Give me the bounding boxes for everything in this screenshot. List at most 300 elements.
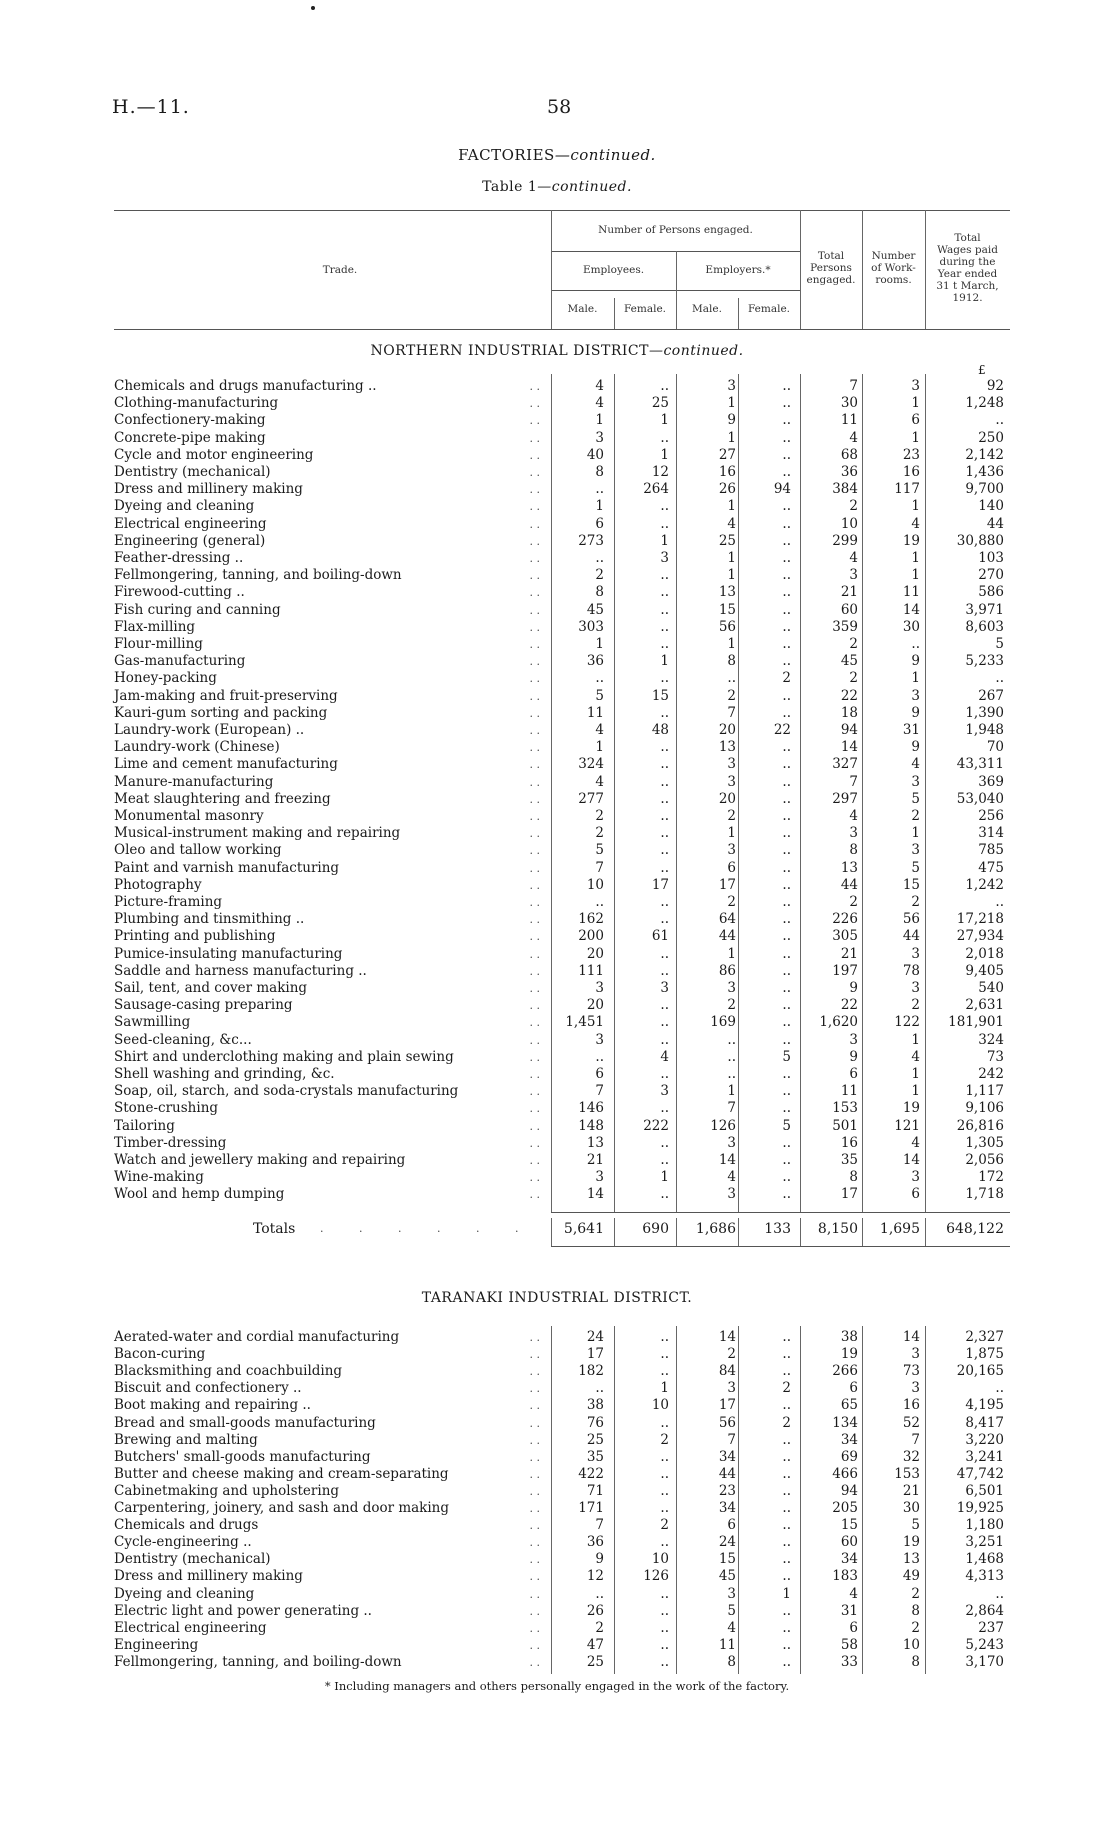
- cell-emp-male: 40: [586, 446, 604, 463]
- cell-workrooms: 4: [911, 515, 920, 532]
- cell-emp-male: 200: [578, 928, 604, 945]
- cell-emp-female: ..: [660, 842, 669, 859]
- footnote: * Including managers and others personally engaged in the work of the factory.: [324, 1679, 790, 1693]
- table-row: [0, 1620, 1114, 1637]
- totals-workrooms: 1,695: [879, 1221, 920, 1237]
- cell-total-persons: 15: [840, 1517, 858, 1534]
- cell-workrooms: 5: [911, 790, 920, 807]
- cell-workrooms: 4: [911, 1048, 920, 1065]
- cell-er-female: ..: [782, 928, 791, 945]
- table-title: [0, 179, 1114, 195]
- cell-emp-male: 36: [586, 653, 604, 670]
- table-row: [0, 1014, 1114, 1031]
- cell-emp-male: 24: [586, 1329, 604, 1345]
- cell-emp-female: 3: [660, 980, 669, 996]
- cell-total-persons: 153: [832, 1100, 858, 1117]
- dot-leader: . .: [529, 1085, 540, 1099]
- dot-leader: . .: [529, 672, 540, 686]
- cell-emp-male: 13: [586, 1134, 604, 1151]
- table-row: [0, 1568, 1114, 1585]
- cell-total-persons: 359: [832, 618, 858, 635]
- dot-leader: . .: [529, 586, 540, 600]
- cell-workrooms: 1: [911, 550, 920, 566]
- cell-emp-female: 61: [651, 928, 669, 945]
- col-wages-line: Total: [954, 232, 981, 244]
- trade-name: Jam-making and fruit-preserving: [114, 687, 338, 704]
- dot-leader: . .: [529, 930, 540, 944]
- cell-workrooms: 32: [902, 1448, 920, 1465]
- col-total-persons: [800, 250, 862, 286]
- cell-wages: 5,233: [965, 653, 1004, 670]
- cell-er-male: 9: [727, 412, 736, 429]
- col-workrooms: [862, 250, 925, 286]
- cell-workrooms: 2: [911, 808, 920, 824]
- cell-er-female: ..: [782, 962, 791, 979]
- cell-emp-male: 2: [595, 1619, 604, 1636]
- cell-emp-female: ..: [660, 618, 669, 635]
- cell-er-male: 1: [727, 945, 736, 962]
- cell-wages: 1,948: [965, 722, 1004, 738]
- cell-er-female: ..: [782, 1653, 791, 1670]
- cell-emp-female: ..: [660, 1534, 669, 1551]
- trade-name: Wine-making: [114, 1169, 204, 1186]
- cell-workrooms: 14: [902, 601, 920, 618]
- cell-total-persons: 297: [832, 790, 858, 807]
- cell-wages: 19,925: [956, 1500, 1004, 1516]
- cell-total-persons: 266: [832, 1363, 858, 1380]
- dot-leader: . .: [529, 1450, 540, 1464]
- cell-er-female: ..: [782, 584, 791, 601]
- trade-name: Blacksmithing and coachbuilding: [114, 1363, 343, 1380]
- table-row: [0, 825, 1114, 842]
- cell-total-persons: 33: [840, 1653, 858, 1670]
- table-row: [0, 395, 1114, 412]
- cell-emp-male: 3: [595, 429, 604, 446]
- cell-er-male: 126: [710, 1117, 736, 1134]
- cell-workrooms: 21: [902, 1482, 920, 1499]
- table-row: [0, 774, 1114, 791]
- cell-emp-male: 71: [586, 1482, 604, 1499]
- cell-workrooms: 1: [911, 1083, 920, 1100]
- dot-leader: . .: [529, 1416, 540, 1430]
- cell-wages: 140: [978, 498, 1004, 515]
- cell-emp-male: 5: [595, 687, 604, 704]
- cell-er-female: ..: [782, 825, 791, 842]
- cell-emp-female: 3: [660, 1083, 669, 1100]
- table-row: [0, 533, 1114, 550]
- cell-emp-female: 15: [651, 687, 669, 704]
- cell-emp-female: ..: [660, 704, 669, 721]
- cell-total-persons: 18: [840, 704, 858, 721]
- cell-er-male: 17: [718, 876, 736, 893]
- trade-name: Gas-manufacturing: [114, 653, 246, 670]
- cell-wages: 20,165: [956, 1363, 1004, 1380]
- trade-name: Soap, oil, starch, and soda-crystals manufacturing: [114, 1083, 459, 1100]
- cell-emp-male: 36: [586, 1534, 604, 1551]
- cell-workrooms: 2: [911, 1619, 920, 1636]
- cell-total-persons: 197: [832, 962, 858, 979]
- cell-emp-female: ..: [660, 515, 669, 532]
- cell-workrooms: 4: [911, 756, 920, 773]
- trade-name: Dress and millinery making: [114, 1568, 303, 1585]
- cell-emp-male: 7: [595, 1517, 604, 1534]
- cell-total-persons: 45: [840, 653, 858, 670]
- trade-name: Pumice-insulating manufacturing: [114, 945, 343, 962]
- column-rule: [925, 374, 926, 1212]
- table-row: [0, 980, 1114, 997]
- table-row: [0, 1032, 1114, 1049]
- cell-wages: 1,875: [965, 1346, 1004, 1363]
- dot-leader: . .: [529, 999, 540, 1013]
- table-row: [0, 739, 1114, 756]
- cell-er-male: 3: [727, 378, 736, 394]
- cell-total-persons: 17: [840, 1186, 858, 1203]
- cell-er-female: ..: [782, 1169, 791, 1186]
- cell-emp-female: ..: [660, 1636, 669, 1653]
- cell-er-female: ..: [782, 1568, 791, 1585]
- trade-name: Meat slaughtering and freezing: [114, 790, 331, 807]
- cell-emp-female: ..: [660, 1500, 669, 1516]
- cell-total-persons: 10: [840, 515, 858, 532]
- cell-er-male: 84: [718, 1363, 736, 1380]
- cell-er-female: ..: [782, 1014, 791, 1031]
- cell-er-female: 22: [773, 722, 791, 738]
- cell-er-female: ..: [782, 567, 791, 584]
- cell-wages: 1,248: [965, 395, 1004, 412]
- trade-name: Flour-milling: [114, 636, 203, 652]
- cell-workrooms: 4: [911, 1134, 920, 1151]
- dot-leader: . .: [529, 1587, 540, 1601]
- table-row: [0, 1083, 1114, 1100]
- column-rule: [800, 374, 801, 1212]
- cell-wages: 1,468: [965, 1551, 1004, 1568]
- trade-name: Dyeing and cleaning: [114, 498, 255, 515]
- trade-name: Bacon-curing: [114, 1346, 206, 1363]
- table-row: [0, 1517, 1114, 1534]
- cell-er-male: 27: [718, 446, 736, 463]
- cell-er-male: 3: [727, 1585, 736, 1602]
- column-rule: [551, 1218, 552, 1246]
- trade-name: Boot making and repairing ..: [114, 1397, 311, 1414]
- cell-wages: 6,501: [965, 1482, 1004, 1499]
- cell-er-female: ..: [782, 980, 791, 996]
- cell-emp-female: ..: [660, 894, 669, 910]
- trade-name: Tailoring: [114, 1117, 175, 1134]
- cell-er-male: 3: [727, 980, 736, 996]
- cell-emp-male: 277: [578, 790, 604, 807]
- cell-emp-female: ..: [660, 1134, 669, 1151]
- cell-wages: 1,718: [965, 1186, 1004, 1203]
- dot-leader: . .: [529, 655, 540, 669]
- cell-emp-female: ..: [660, 825, 669, 842]
- dot-leader: . .: [529, 1467, 540, 1481]
- cell-emp-female: ..: [660, 773, 669, 790]
- dot-leader: . .: [529, 689, 540, 703]
- cell-er-male: 2: [727, 997, 736, 1014]
- cell-workrooms: 10: [902, 1636, 920, 1653]
- cell-wages: 44: [986, 515, 1004, 532]
- cell-workrooms: 31: [902, 722, 920, 738]
- table-row: [0, 1500, 1114, 1517]
- col-persons-engaged: Number of Persons engaged.: [598, 224, 753, 236]
- col-wages-line: 31 t March,: [936, 280, 999, 292]
- cell-total-persons: 1,620: [819, 1014, 858, 1031]
- cell-emp-female: ..: [660, 859, 669, 876]
- totals-row: [0, 1218, 1114, 1240]
- table-row: [0, 860, 1114, 877]
- cell-total-persons: 31: [840, 1602, 858, 1619]
- dot-leader: . .: [529, 1433, 540, 1447]
- cell-wages: 324: [978, 1031, 1004, 1048]
- col-employers-female: Female.: [747, 303, 791, 315]
- cell-er-female: ..: [782, 378, 791, 394]
- table-row: [0, 997, 1114, 1014]
- dot-leader: . .: [529, 1136, 540, 1150]
- title-cont: —continued.: [554, 146, 656, 164]
- cell-er-female: 2: [782, 670, 791, 687]
- cell-wages: 1,117: [965, 1083, 1004, 1100]
- cell-wages: 3,251: [965, 1534, 1004, 1551]
- cell-er-male: 15: [718, 601, 736, 618]
- cell-emp-male: 20: [586, 997, 604, 1014]
- table-row: [0, 946, 1114, 963]
- table-row: [0, 1100, 1114, 1117]
- table-row: [0, 1363, 1114, 1380]
- cell-emp-male: 3: [595, 1031, 604, 1048]
- dot-leader: . .: [529, 414, 540, 428]
- cell-total-persons: 21: [840, 945, 858, 962]
- dot-leader: . .: [529, 620, 540, 634]
- trade-name: Feather-dressing ..: [114, 550, 244, 566]
- trade-name: Electrical engineering: [114, 1619, 267, 1636]
- cell-er-female: ..: [782, 911, 791, 928]
- table-row: [0, 722, 1114, 739]
- cell-total-persons: 6: [849, 1619, 858, 1636]
- cell-emp-male: 5: [595, 842, 604, 859]
- cell-er-male: 1: [727, 498, 736, 515]
- page-number: 58: [547, 96, 572, 118]
- cell-emp-male: 76: [586, 1414, 604, 1431]
- cell-wages: ..: [995, 894, 1004, 910]
- cell-er-female: ..: [782, 1465, 791, 1482]
- cell-wages: 270: [978, 567, 1004, 584]
- cell-er-female: ..: [782, 515, 791, 532]
- dot-leader: . .: [529, 1570, 540, 1584]
- cell-er-male: 56: [718, 618, 736, 635]
- cell-total-persons: 94: [840, 722, 858, 738]
- col-wages-line: Wages paid: [937, 244, 998, 256]
- dot-leader: . .: [529, 1348, 540, 1362]
- header-top-rule: [114, 210, 1010, 211]
- cell-emp-female: ..: [660, 1186, 669, 1203]
- dot-leader: . .: [529, 1484, 540, 1498]
- cell-er-female: ..: [782, 859, 791, 876]
- cell-total-persons: 21: [840, 584, 858, 601]
- cell-workrooms: 6: [911, 412, 920, 429]
- cell-workrooms: 49: [902, 1568, 920, 1585]
- cell-er-female: ..: [782, 1517, 791, 1534]
- cell-workrooms: 1: [911, 1066, 920, 1082]
- column-rule: [862, 1218, 863, 1246]
- table-row: [0, 481, 1114, 498]
- cell-er-male: 15: [718, 1551, 736, 1568]
- column-rule: [614, 1218, 615, 1246]
- cell-workrooms: 3: [911, 1346, 920, 1363]
- totals-emp-female: 690: [642, 1221, 669, 1237]
- cell-wages: 8,417: [965, 1414, 1004, 1431]
- cell-emp-male: 146: [578, 1100, 604, 1117]
- cell-er-female: ..: [782, 842, 791, 859]
- cell-emp-male: 21: [586, 1152, 604, 1168]
- dot-leader: . .: [529, 1102, 540, 1116]
- table-row: [0, 877, 1114, 894]
- cell-emp-female: ..: [660, 1653, 669, 1670]
- cell-er-female: ..: [782, 1482, 791, 1499]
- cell-emp-female: ..: [660, 997, 669, 1014]
- cell-emp-female: 2: [660, 1431, 669, 1448]
- cell-workrooms: 11: [902, 584, 920, 601]
- table-row: [0, 653, 1114, 670]
- cell-er-female: ..: [782, 1431, 791, 1448]
- cell-wages: 475: [978, 859, 1004, 876]
- cell-total-persons: 466: [832, 1465, 858, 1482]
- page-title: [0, 146, 1114, 164]
- cell-er-male: 4: [727, 1619, 736, 1636]
- cell-emp-male: ..: [595, 1585, 604, 1602]
- dot-leader: . .: [529, 964, 540, 978]
- col-employers-male: Male.: [692, 303, 722, 315]
- cell-er-female: ..: [782, 1602, 791, 1619]
- table-row: [0, 430, 1114, 447]
- cell-wages: 1,390: [965, 704, 1004, 721]
- cell-er-male: ..: [727, 1031, 736, 1048]
- dot-leader: . .: [529, 1068, 540, 1081]
- totals-leader: . . . . . .: [320, 1222, 535, 1235]
- dot-leader: . .: [529, 1604, 540, 1618]
- trade-name: Picture-framing: [114, 894, 223, 910]
- table-row: [0, 1152, 1114, 1169]
- cell-emp-female: ..: [660, 1602, 669, 1619]
- cell-er-male: 3: [727, 1134, 736, 1151]
- cell-emp-female: 1: [660, 653, 669, 670]
- dot-leader: . .: [529, 1655, 540, 1669]
- column-rule: [676, 1218, 677, 1246]
- cell-emp-female: ..: [660, 1619, 669, 1636]
- cell-wages: 1,305: [965, 1134, 1004, 1151]
- cell-emp-male: 182: [578, 1363, 604, 1380]
- cell-er-female: ..: [782, 412, 791, 429]
- cell-emp-female: ..: [660, 962, 669, 979]
- dot-leader: . .: [529, 1016, 540, 1030]
- cell-er-male: 3: [727, 1186, 736, 1203]
- trade-name: Laundry-work (Chinese): [114, 739, 280, 756]
- cell-workrooms: 153: [894, 1465, 920, 1482]
- cell-emp-male: 2: [595, 567, 604, 584]
- cell-total-persons: 34: [840, 1551, 858, 1568]
- cell-emp-female: 3: [660, 550, 669, 566]
- cell-er-male: 45: [718, 1568, 736, 1585]
- cell-er-female: ..: [782, 1363, 791, 1380]
- cell-wages: ..: [995, 670, 1004, 687]
- cell-emp-female: ..: [660, 1448, 669, 1465]
- table-row: [0, 412, 1114, 429]
- table-row: [0, 911, 1114, 928]
- cell-er-male: 56: [718, 1414, 736, 1431]
- cell-total-persons: 34: [840, 1431, 858, 1448]
- cell-workrooms: 14: [902, 1152, 920, 1168]
- cell-wages: 26,816: [956, 1117, 1004, 1134]
- dot-leader: . .: [529, 741, 540, 755]
- cell-total-persons: 3: [849, 567, 858, 584]
- cell-workrooms: 1: [911, 670, 920, 687]
- cell-total-persons: 35: [840, 1152, 858, 1168]
- cell-emp-male: 171: [578, 1500, 604, 1516]
- cell-wages: 103: [978, 550, 1004, 566]
- cell-emp-male: 2: [595, 808, 604, 824]
- trade-name: Fish curing and canning: [114, 601, 281, 618]
- cell-emp-male: 4: [595, 395, 604, 412]
- dot-leader: . .: [529, 1638, 540, 1652]
- trade-name: Biscuit and confectionery ..: [114, 1380, 302, 1397]
- cell-workrooms: 3: [911, 980, 920, 996]
- cell-workrooms: 2: [911, 997, 920, 1014]
- cell-er-female: ..: [782, 1619, 791, 1636]
- cell-emp-female: ..: [660, 1346, 669, 1363]
- trade-name: Brewing and malting: [114, 1431, 258, 1448]
- cell-emp-female: 12: [651, 464, 669, 480]
- cell-wages: 3,971: [965, 601, 1004, 618]
- col-trade: Trade.: [322, 264, 358, 276]
- cell-total-persons: 205: [832, 1500, 858, 1516]
- dot-leader: . .: [529, 844, 540, 858]
- totals-persons: 8,150: [817, 1221, 858, 1237]
- table-row: [0, 756, 1114, 773]
- cell-total-persons: 30: [840, 395, 858, 412]
- cell-er-female: ..: [782, 1329, 791, 1345]
- table-row: [0, 1654, 1114, 1671]
- cell-workrooms: 117: [894, 481, 920, 498]
- cell-emp-female: 1: [660, 1380, 669, 1397]
- cell-workrooms: 15: [902, 876, 920, 893]
- dot-leader: . .: [529, 810, 540, 823]
- cell-er-female: ..: [782, 1031, 791, 1048]
- dot-leader: . .: [529, 913, 540, 927]
- cell-er-male: 23: [718, 1482, 736, 1499]
- cell-emp-female: ..: [660, 1031, 669, 1048]
- trade-name: Paint and varnish manufacturing: [114, 859, 340, 876]
- dot-leader: . .: [529, 1621, 540, 1635]
- cell-total-persons: 3: [849, 1031, 858, 1048]
- cell-workrooms: 3: [911, 1169, 920, 1186]
- dot-leader: . .: [529, 1050, 540, 1064]
- cell-total-persons: 22: [840, 997, 858, 1014]
- cell-wages: 27,934: [956, 928, 1004, 945]
- trade-name: Shell washing and grinding, &c.: [114, 1066, 335, 1082]
- cell-total-persons: 44: [840, 876, 858, 893]
- cell-total-persons: 68: [840, 446, 858, 463]
- cell-emp-female: ..: [660, 1414, 669, 1431]
- dot-leader: . .: [529, 1119, 540, 1133]
- cell-emp-female: ..: [660, 756, 669, 773]
- trade-name: Cycle and motor engineering: [114, 446, 314, 463]
- cell-emp-female: 222: [643, 1117, 669, 1134]
- cell-emp-male: 1: [595, 636, 604, 652]
- table-row: [0, 1603, 1114, 1620]
- cell-er-male: 1: [727, 825, 736, 842]
- col-total-persons-line: Total: [817, 250, 845, 262]
- dot-leader: . .: [529, 1519, 540, 1533]
- cell-er-female: ..: [782, 653, 791, 670]
